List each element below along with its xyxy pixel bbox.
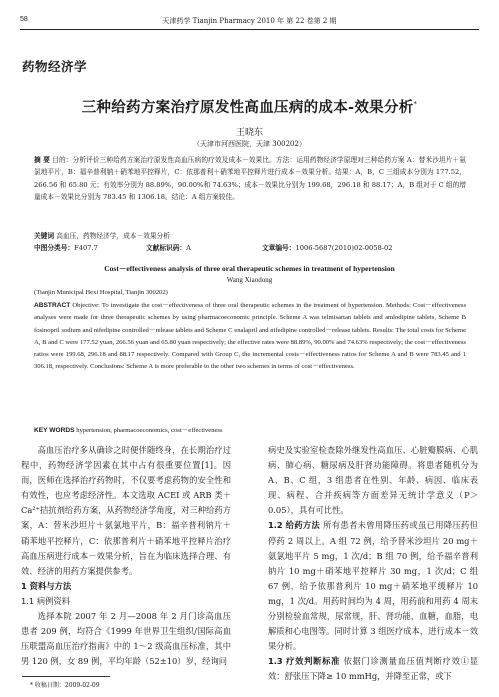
intro-paragraph: 高血压治疗多从确诊之时便伴随终身，在长期治疗过程中，药物经济学因素在其中占有很重要位置[1]。因而，医师在选择治疗药物时，不仅要考虑药物的安全性和有效性，也应考虑经济性。本文选取 ACEI 或 ARB 类＋Ca²⁺拮抗剂给药方案，从药物经济学角度，对三种给药方案，A：替米沙坦片＋氨氯地平片，B：福辛普利钠片＋硝苯地平控释片，C：依那普利片＋硝苯地平控释片治疗高血压病进行成本－效果分析，旨在为临床选择合理、有效、经济的用药方案提供参考。 <box>21 445 231 576</box>
body-column-right <box>268 443 478 685</box>
doc-code-label: 文献标识码： <box>146 244 187 252</box>
page-number: 58 <box>20 16 28 23</box>
heading-criteria-title: 疗效判断标准 <box>286 656 341 667</box>
title-footnote-marker: * <box>413 100 418 109</box>
keywords-zh-text: 高血压，药物经济学，成本－效果分析 <box>56 232 170 240</box>
cases-paragraph-cont: 病史及实验室检查除外继发性高血压、心脏瓣膜病、心肌病、肺心病、糖尿病及肝肾功能障碍。将患者随机分为 A、B、C 组，3 组患者在性别、年龄、病因、临床表现、病程、合并疾病等方面差异无统计学意义（P＞0.05），具有可比性。 <box>268 445 478 516</box>
keywords-zh-label: 关键词 <box>34 232 55 240</box>
criteria-paragraph: 依据门诊测量血压值判断疗效①显效：舒张压下降≥ 10 mmHg，并降至正常，或下 <box>268 656 478 682</box>
conclusions-en-label: Conclusions: <box>90 363 125 371</box>
doc-code-group <box>146 242 191 252</box>
footnote-marker: * <box>30 682 33 689</box>
footnote <box>30 680 100 689</box>
keywords-zh <box>34 230 466 240</box>
methods-en-text: Cost－effectiveness analyses were made for three therapeutic schemes by using pharmacoeconomic principle. Scheme A was telmisartan tablets and amlodipine tablets, Scheme B fosinopril sodium and nifedipine controlled－release tablets and Scheme C enalapril and nifedipine controlled－release tablets. <box>34 302 467 334</box>
title-zh: 三种给药方案治疗原发性高血压病的成本-效果分析 <box>81 100 414 116</box>
footnote-rule <box>22 676 110 677</box>
cases-paragraph: 选择本院 2007 年 2 月—2008 年 2 月门诊高血压患者 209 例，均符合《1999 年世界卫生组织/国际高血压联盟高血压治疗指南》中的 1～2 级高血压标准，其中男 120 例，女 89 例，平均年龄（52±10）岁，经询问 <box>21 611 231 667</box>
keywords-en-label: KEY WORDS <box>34 427 75 434</box>
clc-value: F407.7 <box>74 244 98 252</box>
clc-label: 中图分类号： <box>34 244 75 252</box>
affiliation-en: (Tianjin Municipal Hexi Hospital, Tianjin 300202) <box>34 289 168 296</box>
methods-block <box>268 518 478 654</box>
received-date: 收稿日期：2009-02-09 <box>34 682 100 689</box>
methods-en-label: Methods: <box>386 302 411 309</box>
abstract-en-objective: Objective: To investigate the cost－effectiveness of three oral therapeutic schemes in the treatment of hypertension. <box>72 302 384 309</box>
title-en: Cost－effectiveness analysis of three oral therapeutic schemes in treatment of hypertension <box>104 264 395 273</box>
abstract-zh-text: 目的：分析评价三种给药方案治疗原发性高血压病的疗效及成本－效果比。方法：运用药物经济学原理对三种给药方案 A：替米沙坦片＋氨氯地平片，B：福辛普利钠＋硝苯地平控释片，C：依那普利＋硝苯地平控释片进行成本－效果分析。结果：A，B，C 三组成本分别为 177.52，266.56 和 65.80 元；有效率分别为 88.89%，90.00%和 74.63%；成本－效果比分别为 199.68，296.18 和 88.17；A，B 组对于 C 组的增量成本－效果比分别为 783.45 和 1306.18。结论：A 组方案较佳。 <box>34 156 466 201</box>
heading-dosing-num: 1.2 <box>268 520 283 531</box>
heading-case-data: 1.1 病例资料 <box>21 595 71 606</box>
criteria-block <box>268 654 478 684</box>
abstract-zh-label: 摘 要 <box>34 156 50 164</box>
article-no-group <box>262 242 393 252</box>
abstract-zh <box>34 154 466 203</box>
doc-code-value: A <box>186 244 191 252</box>
article-title <box>0 96 499 117</box>
affiliation-zh: （天津市河西医院，天津 300202） <box>193 140 306 148</box>
heading-materials-methods: 1 资料与方法 <box>21 580 72 591</box>
conclusions-en-text: Scheme A is more preferable to the other two schemes in terms of cost－effectiveness. <box>126 363 355 371</box>
running-header <box>20 16 479 28</box>
author-en: Wang Xiaodong <box>226 276 273 284</box>
results-en-text: The total costs for Scheme A, B and C were 177.52 yuan, 266.56 yuan and 65.80 yuan respectively; the effective rates were 88.89%, 90.00% and 74.63% respectively; the cost－effectiveness ratios were 199.68, 296.18 and 88.17 respectively. Compared with Group C, the incremental costs－effectiveness ratios for Scheme A and B were 783.45 and 1 306.18, respectively. <box>34 326 467 371</box>
abstract-en <box>34 300 466 374</box>
heading-dosing-title: 给药方法 <box>285 520 321 531</box>
heading-criteria-num: 1.3 <box>268 656 283 667</box>
journal-line: 天津药学 Tianjin Pharmacy 2010 年 第 22 卷第 2 期 <box>162 17 337 25</box>
article-no-value: 1006-5687(2010)02-0058-02 <box>295 244 393 252</box>
header-rule <box>20 29 479 30</box>
clc-group <box>34 242 98 252</box>
section-heading: 药物经济学 <box>22 59 88 74</box>
keywords-en <box>34 424 466 434</box>
abstract-en-label: ABSTRACT <box>34 302 71 309</box>
author-zh: 王晓东 <box>235 128 263 138</box>
keywords-en-text: hypertension, pharmacoeconomics, cost－effectiveness <box>76 427 223 434</box>
dosing-paragraph: 所有患者未曾用降压药或虽已用降压药但停药 2 周以上。A 组 72 例，给予替米沙坦片 20 mg＋氨氯地平片 5 mg，1 次/d；B 组 70 例，给予福辛普利钠片 10 mg＋硝苯地平控释片 30 mg，1 次/d；C 组 67 例，给予依那普利片 10 mg＋硝苯地平缓释片 10 mg，1 次/d。用药时间均为 4 周，用药前和用药 4 周末分别检验血常规，尿常规，肝、肾功能，血糖，血脂，电解质和心电图等。同时计算 3 组医疗成本，进行成本－效果分析。 <box>268 520 478 652</box>
body-column-left <box>21 443 231 669</box>
article-no-label: 文章编号： <box>262 244 296 252</box>
results-en-label: Results: <box>372 326 394 334</box>
